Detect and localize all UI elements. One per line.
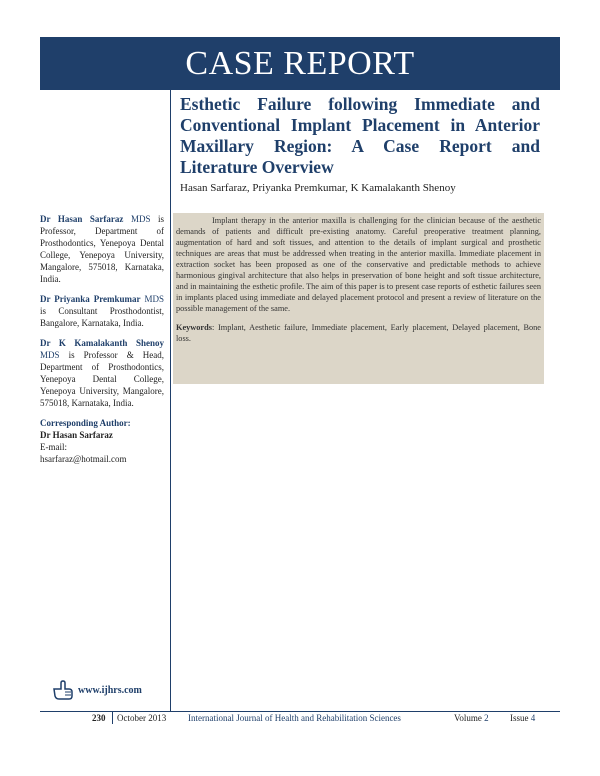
affiliation-1: Dr Hasan Sarfaraz MDS is Professor, Department of Prosthodontics, Yenepoya Dental College, Yenepoya University, Mangalore, 575018, Karnataka, India.: [40, 214, 165, 284]
banner-title: CASE REPORT: [185, 44, 415, 82]
footer-separator: [112, 712, 113, 724]
affiliation-2: Dr Priyanka Premkumar MDS is Consultant Prosthodontist, Bangalore, Karnataka, India.: [40, 294, 164, 328]
author-affiliations: [40, 213, 164, 473]
issue: Issue 4: [510, 713, 536, 723]
abstract-box: [173, 213, 544, 384]
issue-date: October 2013: [117, 713, 167, 723]
case-report-banner: [40, 37, 560, 90]
journal-name: International Journal of Health and Rehabilitation Sciences: [188, 713, 401, 723]
corresponding-email[interactable]: hsarfaraz@hotmail.com: [40, 454, 127, 464]
keywords: Keywords: Implant, Aesthetic failure, Immediate placement, Early placement, Delayed placement, Bone loss.: [176, 323, 541, 343]
abstract-text: Implant therapy in the anterior maxilla is challenging for the clinician because of the aesthetic demands of patients and difficult pre-existing anatomy. Careful preoperative treatment planning, augmentation of hard and soft tissues, and attention to the details of implant surgical and prosthetic techniques are areas that must be addressed when treating in the anterior maxilla. Immediate placement in extraction socket has been proposed as one of the conservative and predictable methods to achieve harmonious gingival architecture that also helps in preservation of bone height and soft tissue architecture, and in maintaining the esthetic profile. The aim of this paper is to present case reports of esthetic failures seen in implants placed using immediate and delayed placement protocol and present a review of literature on the possible management of the same.: [176, 216, 541, 313]
page-number: 230: [92, 713, 106, 723]
affiliation-3: Dr K Kamalakanth Shenoy MDS is Professor & Head, Department of Prosthodontics, Yenepoya Dental College, Yenepoya University, Mangalore, 575018, Karnataka, India.: [40, 338, 164, 408]
author-list: Hasan Sarfaraz, Priyanka Premkumar, K Kamalakanth Shenoy: [180, 182, 456, 194]
corresponding-author: Corresponding Author: Dr Hasan Sarfaraz E-mail: hsarfaraz@hotmail.com: [40, 417, 164, 465]
page-footer: [40, 711, 560, 726]
website-url[interactable]: www.ijhrs.com: [78, 684, 142, 696]
website-link[interactable]: [52, 680, 142, 700]
pointing-hand-icon: [52, 680, 74, 700]
volume: Volume 2: [454, 713, 489, 723]
column-divider: [170, 90, 171, 712]
article-title: Esthetic Failure following Immediate and Conventional Implant Placement in Anterior Maxillary Region: A Case Report and Literature Overview: [180, 94, 540, 177]
